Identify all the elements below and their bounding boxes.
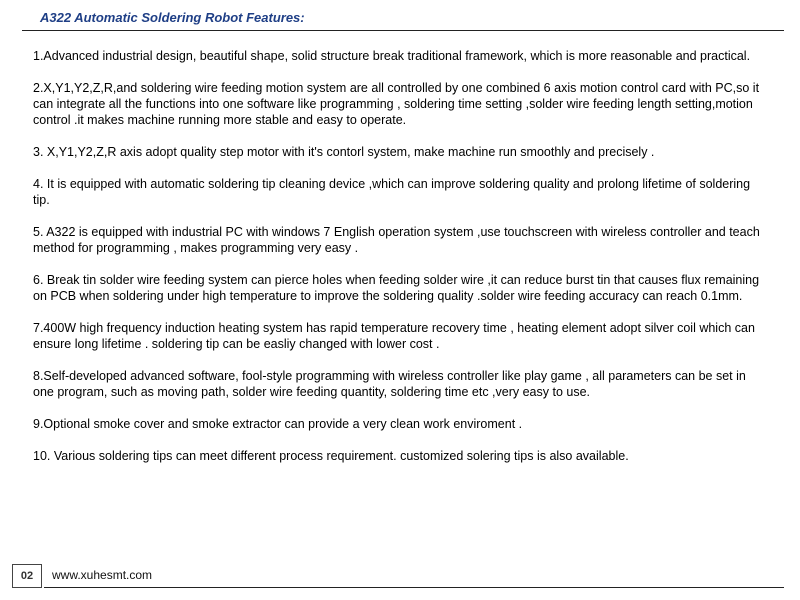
page-number: 02	[12, 564, 42, 588]
feature-item-9: 9.Optional smoke cover and smoke extractor can provide a very clean work enviroment .	[33, 417, 523, 431]
feature-item-5: 5. A322 is equipped with industrial PC with windows 7 English operation system ,use touchscreen with wireless controller and teach method for programming , makes programming very easy .	[33, 225, 760, 255]
feature-item-1: 1.Advanced industrial design, beautiful shape, solid structure break traditional framework, which is more reasonable and practical.	[33, 49, 751, 63]
feature-list	[33, 48, 763, 480]
website-link[interactable]: www.xuhesmt.com	[52, 568, 153, 582]
feature-item-8: 8.Self-developed advanced software, fool-style programming with wireless controller like play game , all parameters can be set in one program, such as moving path, solder wire feeding quantity, soldering time etc ,very easy to use.	[33, 369, 746, 399]
footer-divider	[44, 587, 784, 588]
page-title: A322 Automatic Soldering Robot Features:	[40, 10, 305, 25]
feature-item-7: 7.400W high frequency induction heating system has rapid temperature recovery time , heating element adopt silver coil which can ensure long lifetime . soldering tip can be easliy changed with lower cost .	[33, 321, 755, 351]
feature-item-6: 6. Break tin solder wire feeding system can pierce holes when feeding solder wire ,it can reduce burst tin that causes flux remaining on PCB when soldering under high temperature to improve the soldering quality .solder wire feeding accuracy can reach 0.1mm.	[33, 273, 760, 303]
feature-item-3: 3. X,Y1,Y2,Z,R axis adopt quality step motor with it's contorl system, make machine run smoothly and precisely .	[33, 145, 655, 159]
feature-item-10: 10. Various soldering tips can meet different process requirement. customized solering tips is also available.	[33, 449, 629, 463]
feature-item-2: 2.X,Y1,Y2,Z,R,and soldering wire feeding motion system are all controlled by one combined 6 axis motion control card with PC,so it can integrate all the functions into one software like programming , soldering time setting ,solder wire feeding length setting,motion control .it makes machine running more stable and easy to operate.	[33, 81, 760, 127]
page-header	[22, 8, 784, 31]
feature-item-4: 4. It is equipped with automatic soldering tip cleaning device ,which can improve soldering quality and prolong lifetime of soldering tip.	[33, 177, 751, 207]
